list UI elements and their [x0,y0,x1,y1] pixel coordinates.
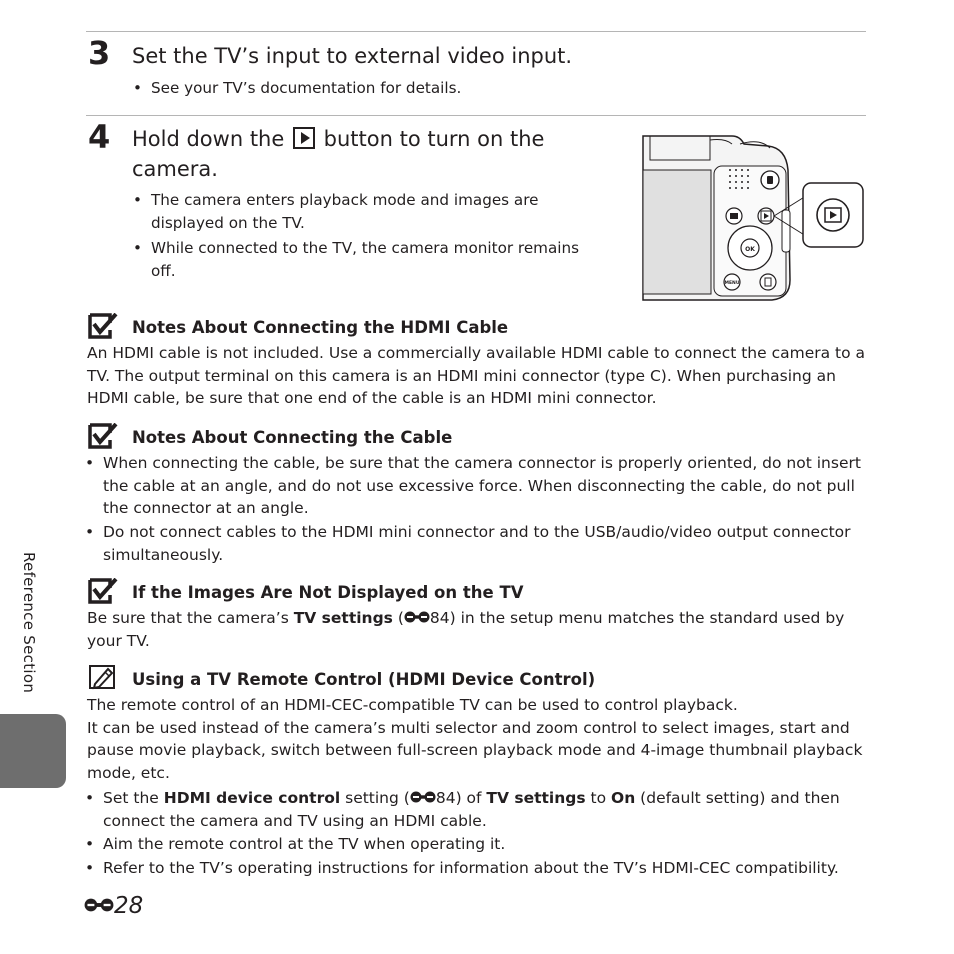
step-divider [86,115,866,116]
step-3-number: 3 [88,34,111,72]
on-term: On [611,789,636,807]
bullet1-text-e: to [585,789,612,807]
playback-button-icon [293,127,315,149]
note-images-title: If the Images Are Not Displayed on the TV [132,583,524,602]
reference-section-icon [84,894,114,912]
note-images-body [87,607,877,652]
step-3-bullet: • See your TV’s documentation for details. [151,77,461,100]
step-4-bullet-1-line2: displayed on the TV. [151,213,305,232]
note-remote-bullet-3: • Refer to the TV’s operating instructions for information about the TV’s HDMI-CEC compatibility. [103,857,878,880]
ok-button-label: OK [745,246,755,253]
step-4-bullet-2-line2: off. [151,261,176,280]
note-hdmi-line-2: TV. The output terminal on this camera is an HDMI mini connector (type C). When purchasing an [87,366,836,385]
note-images-text-b: ( [392,609,404,627]
step-4-bullet-1-line1: The camera enters playback mode and images are [151,191,539,209]
step-4-number: 4 [88,118,111,156]
note-cable-bullet-1 [103,452,878,520]
check-note-icon [88,313,118,339]
menu-button-label: MENU [724,281,740,286]
step-4-bullet-1 [151,189,611,234]
note-cable-bullet-1-line1: When connecting the cable, be sure that the camera connector is properly oriented, do not insert [103,454,861,472]
note-images-text-c: ) in the setup menu matches the standard used by [449,609,845,627]
camera-back-illustration [640,130,870,304]
note-images-text-a: Be sure that the camera’s [87,609,294,627]
note-cable-bullet-2-line1: Do not connect cables to the HDMI mini connector and to the USB/audio/video output connector [103,523,851,541]
top-rule [86,31,866,32]
check-note-icon [88,578,118,604]
bullet1-text-c: setting ( [340,789,410,807]
note-remote-line-4: mode, etc. [87,763,170,782]
step-4-heading [132,124,612,184]
step-4-heading-start: Hold down the [132,127,285,151]
check-note-icon [88,423,118,449]
step-4-bullet-2 [151,237,611,282]
bullet1-line-2: connect the camera and TV using an HDMI cable. [103,811,487,830]
section-tab [0,714,66,788]
note-cable-title: Notes About Connecting the Cable [132,428,453,447]
note-hdmi-line-1: An HDMI cable is not included. Use a commercially available HDMI cable to connect the camera to a [87,344,866,362]
step-3-heading: Set the TV’s input to external video input. [132,44,573,68]
note-cable-bullet-1-line3: the connector at an angle. [103,499,309,517]
page-number-value: 28 [114,893,144,919]
note-hdmi-body [87,342,877,410]
tv-settings-term: TV settings [486,789,586,807]
note-remote-bullet-1 [103,787,878,832]
tv-settings-term: TV settings [293,609,393,627]
bullet1-text-a: Set the [103,789,164,807]
reference-section-icon [410,788,436,802]
note-images-line-2: your TV. [87,631,150,650]
note-remote-bullet-2: • Aim the remote control at the TV when operating it. [103,833,878,856]
note-hdmi-line-3: HDMI cable, be sure that one end of the cable is an HDMI mini connector. [87,389,657,407]
note-hdmi-title: Notes About Connecting the HDMI Cable [132,318,509,337]
note-remote-line-2: It can be used instead of the camera’s multi selector and zoom control to select images, start and [87,718,850,737]
bullet1-page-ref: 84 [435,789,456,807]
note-remote-body [87,694,877,784]
step-4-heading-line2: camera. [132,157,218,181]
page-ref-84: 84 [429,609,450,627]
note-cable-bullet-1-line2: the cable at an angle, and do not use excessive force. When disconnecting the cable, do not pull [103,476,855,495]
note-remote-line-3: pause movie playback, switch between full-screen playback mode and 4-image thumbnail playback [87,741,863,759]
bullet1-text-f: (default setting) and then [635,789,840,807]
bullet1-text-d: ) of [455,789,487,807]
note-cable-bullet-2-line2: simultaneously. [103,545,224,564]
pencil-note-icon [88,664,118,690]
page-number [84,893,143,919]
note-remote-line-1: The remote control of an HDMI-CEC-compatible TV can be used to control playback. [87,696,738,714]
reference-section-icon [404,608,430,622]
note-remote-title: Using a TV Remote Control (HDMI Device Control) [132,670,596,689]
step-4-bullet-2-line1: While connected to the TV, the camera monitor remains [151,239,580,257]
step-4-heading-end: button to turn on the [323,127,545,151]
hdmi-device-control-term: HDMI device control [163,789,341,807]
side-section-label: Reference Section [20,552,38,694]
note-cable-bullet-2 [103,521,878,566]
